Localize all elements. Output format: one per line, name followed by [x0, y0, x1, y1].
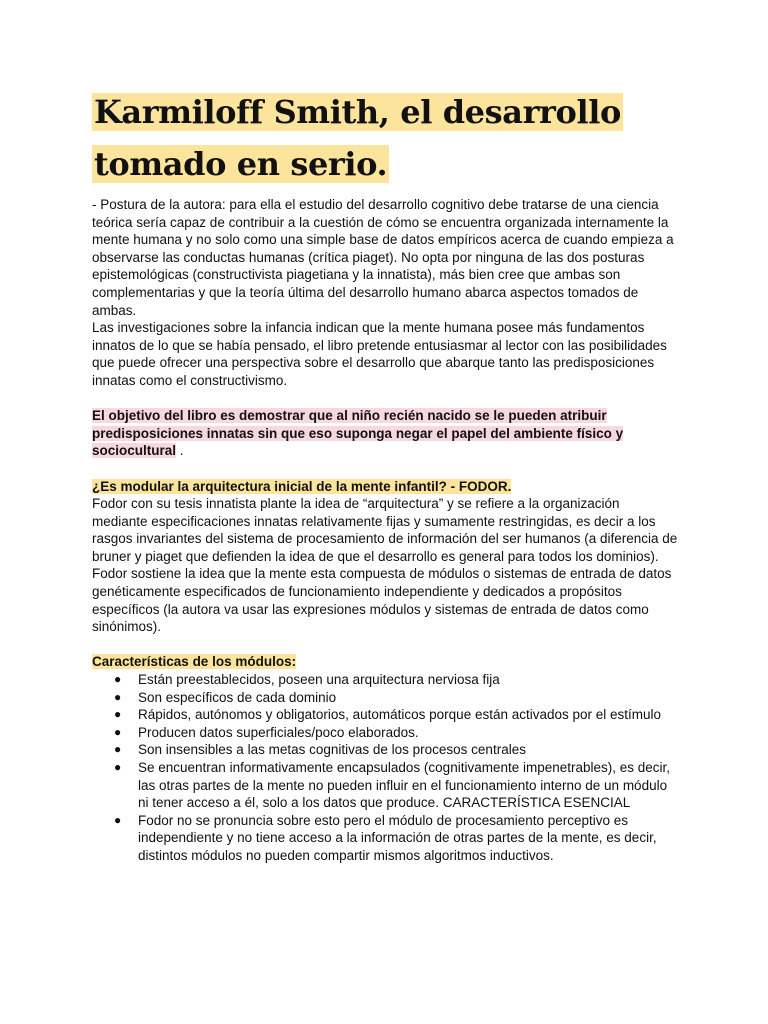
list-item-text: Fodor no se pronuncia sobre esto pero el módulo de procesamiento perceptivo es independiente y no tiene acceso a la información de otras partes de la mente, es decir, distintos módulos no pueden compartir mismos algoritmos inductivos.	[138, 812, 657, 863]
paragraph-objetivo	[92, 407, 678, 460]
paragraph-fodor-modulos: Fodor sostiene la idea que la mente esta compuesta de módulos o sistemas de entrada de datos genéticamente especificados de funcionamiento independiente y dedicados a propósitos específicos (la autora va usar las expresiones módulos y sistemas de entrada de datos como sinónimos).	[92, 566, 672, 635]
bullet-icon: ●	[114, 760, 122, 774]
list-item-text: Rápidos, autónomos y obligatorios, automáticos porque están activados por el estímulo	[138, 707, 662, 723]
paragraph-fodor-arquitectura: Fodor con su tesis innatista plante la idea de “arquitectura” y se refiere a la organización mediante especificaciones innatas relativamente fijas y sumamente restringidas, es decir a los rasgos invariantes del sistema de procesamiento de información del ser humanos (a diferencia de bruner y piaget que defienden la idea de que el desarrollo es general para todos los dominios).	[92, 496, 678, 564]
section-heading-caracteristicas	[92, 653, 678, 671]
document-title	[92, 86, 678, 190]
bullet-icon: ●	[114, 812, 122, 827]
bullet-icon: ●	[114, 742, 122, 757]
list-item	[114, 724, 678, 742]
list-item	[114, 706, 678, 724]
title-line-1: Karmiloff Smith, el desarrollo	[94, 93, 621, 131]
spacer	[92, 390, 678, 408]
bullet-icon: ●	[114, 724, 122, 739]
paragraph-postura: - Postura de la autora: para ella el estudio del desarrollo cognitivo debe tratarse de una ciencia teórica sería capaz de contribuir a la cuestión de cómo se encuentra organizada internamente la mente humana y no solo como una simple base de datos empíricos acerca de cuando empieza a observarse las conductas humanas (crítica piaget). No opta por ninguna de las dos posturas epistemológicas (constructivista piagetiana y la innatista), más bien cree que ambas son complementarias y que la teoría última del desarrollo humano abarca aspectos tomados de ambas.	[92, 197, 674, 318]
list-item	[114, 812, 678, 865]
bullet-icon: ●	[114, 689, 122, 704]
title-line-2: tomado en serio.	[94, 145, 388, 183]
bullet-icon: ●	[114, 707, 122, 722]
list-item	[114, 689, 678, 707]
list-item-text: Son específicos de cada dominio	[138, 689, 337, 705]
section-heading-fodor	[92, 478, 678, 496]
list-item-text: Producen datos superficiales/poco elaborados.	[138, 724, 419, 740]
objetivo-highlight: El objetivo del libro es demostrar que al niño recién nacido se le pueden atribuir predisposiciones innatas sin que eso suponga negar el papel del ambiente físico y sociocultural	[92, 408, 624, 459]
bullet-icon: ●	[114, 672, 122, 687]
list-item	[114, 741, 678, 759]
spacer	[92, 636, 678, 654]
list-item-text: Están preestablecidos, poseen una arquitectura nerviosa fija	[138, 672, 500, 688]
caracteristicas-highlight: Características de los módulos:	[92, 654, 297, 670]
spacer	[92, 460, 678, 478]
list-item	[114, 671, 678, 689]
list-item	[114, 759, 678, 812]
caracteristicas-list	[92, 671, 678, 865]
list-item-text: Se encuentran informativamente encapsulados (cognitivamente impenetrables), es decir, las otras partes de la mente no pueden influir en el funcionamiento interno de un módulo ni tener acceso a él, solo a los datos que produce. CARACTERÍSTICA ESENCIAL	[138, 760, 671, 811]
fodor-question-highlight: ¿Es modular la arquitectura inicial de la mente infantil? - FODOR.	[92, 478, 512, 494]
objetivo-period: .	[176, 443, 184, 459]
paragraph-investigaciones: Las investigaciones sobre la infancia indican que la mente humana posee más fundamentos innatos de lo que se había pensado, el libro pretende entusiasmar al lector con las posibilidades que puede ofrecer una perspectiva sobre el desarrollo que abarque tanto las predisposiciones innatas como el constructivismo.	[92, 320, 667, 388]
list-item-text: Son insensibles a las metas cognitivas de los procesos centrales	[138, 742, 526, 758]
